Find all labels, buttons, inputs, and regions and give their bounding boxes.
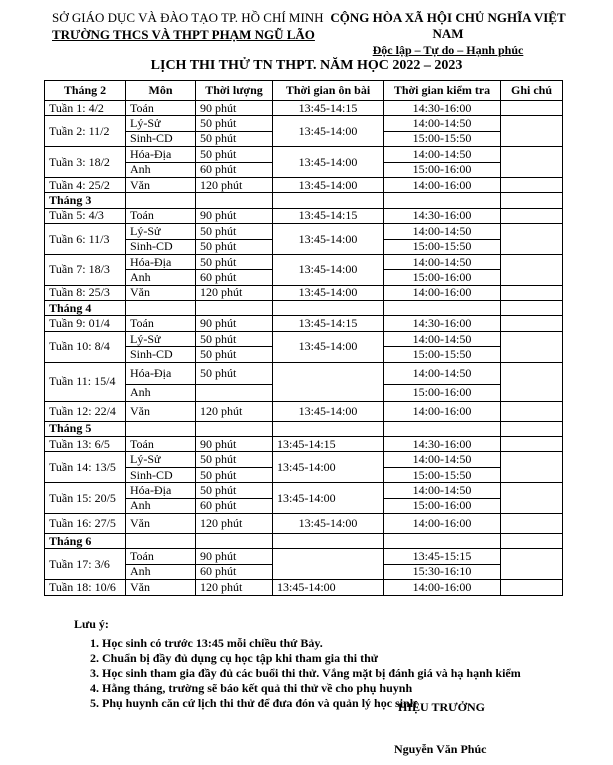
exam-cell: 15:30-16:10 (384, 564, 501, 579)
exam-cell: 14:00-14:50 (384, 362, 501, 384)
subject-cell: Văn (126, 513, 196, 533)
exam-cell: 14:00-14:50 (384, 331, 501, 346)
exam-cell: 14:00-16:00 (384, 513, 501, 533)
national-header (318, 10, 578, 58)
table-row (45, 285, 563, 300)
table-row (45, 208, 563, 223)
duration-cell: 50 phút (196, 224, 273, 239)
note-cell (501, 580, 563, 595)
week-cell: Tuần 6: 11/3 (45, 224, 126, 255)
review-cell: 13:45-14:00 (273, 452, 384, 483)
week-cell: Tuần 16: 27/5 (45, 513, 126, 533)
subject-cell: Hóa-Địa (126, 254, 196, 269)
signature-name: Nguyễn Văn Phúc (394, 742, 487, 756)
exam-cell: 14:30-16:00 (384, 437, 501, 452)
exam-cell: 14:30-16:00 (384, 208, 501, 223)
note-item: 5. Phụ huynh căn cứ lịch thi thử để đưa đón và quản lý học sinh (102, 696, 521, 711)
duration-cell: 50 phút (196, 131, 273, 146)
duration-cell: 60 phút (196, 564, 273, 579)
subject-cell: Anh (126, 384, 196, 401)
month-row (45, 193, 563, 208)
exam-cell: 14:00-14:50 (384, 254, 501, 269)
subject-cell: Văn (126, 177, 196, 192)
table-row (45, 224, 563, 239)
month-label: Tháng 3 (45, 193, 126, 208)
review-cell (273, 549, 384, 580)
week-cell: Tuần 11: 15/4 (45, 362, 126, 401)
table-row (45, 177, 563, 192)
table-row (45, 147, 563, 162)
subject-cell: Văn (126, 580, 196, 595)
exam-cell: 14:00-16:00 (384, 285, 501, 300)
exam-cell: 14:00-16:00 (384, 177, 501, 192)
duration-cell (196, 384, 273, 401)
subject-cell: Toán (126, 316, 196, 331)
table-row (45, 513, 563, 533)
exam-cell: 15:00-15:50 (384, 131, 501, 146)
subject-cell: Anh (126, 498, 196, 513)
duration-cell: 120 phút (196, 285, 273, 300)
table-row (45, 483, 563, 498)
header-cell: Thời gian ôn bài (273, 81, 384, 101)
note-cell (501, 483, 563, 514)
review-cell: 13:45-14:00 (273, 513, 384, 533)
subject-cell: Hóa-Địa (126, 147, 196, 162)
note-item: 4. Hằng tháng, trường sẽ báo kết quả thi thử về cho phụ huynh (102, 681, 521, 696)
week-cell: Tuần 10: 8/4 (45, 331, 126, 362)
subject-cell: Sinh-CD (126, 467, 196, 482)
review-cell: 13:45-14:00 (273, 401, 384, 421)
duration-cell: 60 phút (196, 498, 273, 513)
week-cell: Tuần 14: 13/5 (45, 452, 126, 483)
exam-cell: 14:30-16:00 (384, 101, 501, 116)
subject-cell: Anh (126, 564, 196, 579)
table-row (45, 401, 563, 421)
subject-cell: Sinh-CD (126, 347, 196, 362)
exam-cell: 15:00-16:00 (384, 162, 501, 177)
duration-cell: 50 phút (196, 483, 273, 498)
subject-cell: Sinh-CD (126, 131, 196, 146)
note-cell (501, 513, 563, 533)
exam-cell: 15:00-15:50 (384, 347, 501, 362)
duration-cell: 90 phút (196, 101, 273, 116)
duration-cell: 50 phút (196, 347, 273, 362)
subject-cell: Lý-Sử (126, 116, 196, 131)
review-cell: 13:45-14:15 (273, 101, 384, 116)
signature-title: HIỆU TRƯỞNG (398, 700, 486, 714)
exam-cell: 15:00-16:00 (384, 498, 501, 513)
exam-cell: 14:00-14:50 (384, 452, 501, 467)
week-cell: Tuần 8: 25/3 (45, 285, 126, 300)
week-cell: Tuần 4: 25/2 (45, 177, 126, 192)
week-cell: Tuần 1: 4/2 (45, 101, 126, 116)
week-cell: Tuần 18: 10/6 (45, 580, 126, 595)
duration-cell: 50 phút (196, 362, 273, 384)
header-cell: Tháng 2 (45, 81, 126, 101)
review-cell: 13:45-14:00 (273, 254, 384, 285)
header-cell: Ghi chú (501, 81, 563, 101)
week-cell: Tuần 2: 11/2 (45, 116, 126, 147)
subject-cell: Hóa-Địa (126, 483, 196, 498)
exam-schedule-table (44, 80, 563, 596)
note-cell (501, 331, 563, 362)
note-cell (501, 452, 563, 483)
subject-cell: Lý-Sử (126, 224, 196, 239)
review-cell: 13:45-14:15 (273, 208, 384, 223)
note-cell (501, 316, 563, 331)
exam-cell: 14:00-16:00 (384, 580, 501, 595)
month-label: Tháng 4 (45, 301, 126, 316)
department-name: SỞ GIÁO DỤC VÀ ĐÀO TẠO TP. HỒ CHÍ MINH (52, 10, 324, 25)
school-header (52, 10, 324, 43)
week-cell: Tuần 12: 22/4 (45, 401, 126, 421)
duration-cell: 120 phút (196, 580, 273, 595)
week-cell: Tuần 7: 18/3 (45, 254, 126, 285)
notes-label: Lưu ý: (74, 617, 109, 631)
review-cell: 13:45-14:00 (273, 331, 384, 362)
note-cell (501, 224, 563, 255)
duration-cell: 60 phút (196, 270, 273, 285)
note-cell (501, 285, 563, 300)
review-cell (273, 362, 384, 401)
subject-cell: Anh (126, 270, 196, 285)
note-item: 3. Học sinh tham gia đầy đủ các buổi thi thử. Vắng mặt bị đánh giá và hạ hạnh kiểm (102, 666, 521, 681)
table-row (45, 549, 563, 564)
table-header-row (45, 81, 563, 101)
duration-cell: 50 phút (196, 254, 273, 269)
review-cell: 13:45-14:00 (273, 224, 384, 255)
exam-cell: 14:00-14:50 (384, 116, 501, 131)
exam-cell: 15:00-16:00 (384, 384, 501, 401)
note-cell (501, 254, 563, 285)
table-row (45, 331, 563, 346)
exam-cell: 15:00-15:50 (384, 467, 501, 482)
duration-cell: 50 phút (196, 147, 273, 162)
subject-cell: Lý-Sử (126, 331, 196, 346)
review-cell: 13:45-14:00 (273, 116, 384, 147)
notes-section (74, 617, 521, 711)
duration-cell: 90 phút (196, 316, 273, 331)
subject-cell: Toán (126, 208, 196, 223)
review-cell: 13:45-14:15 (273, 437, 384, 452)
subject-cell: Toán (126, 437, 196, 452)
review-cell: 13:45-14:00 (273, 483, 384, 514)
note-item: 1. Học sinh có trước 13:45 mỗi chiều thứ Bảy. (102, 636, 521, 651)
note-cell (501, 549, 563, 580)
subject-cell: Lý-Sử (126, 452, 196, 467)
duration-cell: 50 phút (196, 467, 273, 482)
duration-cell: 90 phút (196, 549, 273, 564)
month-label: Tháng 5 (45, 421, 126, 436)
week-cell: Tuần 13: 6/5 (45, 437, 126, 452)
subject-cell: Anh (126, 162, 196, 177)
subject-cell: Văn (126, 285, 196, 300)
table-row (45, 437, 563, 452)
table-row (45, 452, 563, 467)
note-cell (501, 147, 563, 178)
subject-cell: Sinh-CD (126, 239, 196, 254)
review-cell: 13:45-14:00 (273, 147, 384, 178)
school-name: TRƯỜNG THCS VÀ THPT PHẠM NGŨ LÃO (52, 27, 315, 42)
duration-cell: 60 phút (196, 162, 273, 177)
header-cell: Môn (126, 81, 196, 101)
exam-cell: 14:00-14:50 (384, 224, 501, 239)
review-cell: 13:45-14:15 (273, 316, 384, 331)
subject-cell: Toán (126, 101, 196, 116)
review-cell: 13:45-14:00 (273, 285, 384, 300)
national-motto: Độc lập – Tự do – Hạnh phúc (372, 43, 524, 57)
note-cell (501, 401, 563, 421)
duration-cell: 50 phút (196, 452, 273, 467)
month-row (45, 421, 563, 436)
table-row (45, 116, 563, 131)
week-cell: Tuần 15: 20/5 (45, 483, 126, 514)
duration-cell: 50 phút (196, 116, 273, 131)
review-cell: 13:45-14:00 (273, 177, 384, 192)
note-cell (501, 177, 563, 192)
duration-cell: 120 phút (196, 401, 273, 421)
duration-cell: 120 phút (196, 513, 273, 533)
exam-cell: 14:00-16:00 (384, 401, 501, 421)
month-row (45, 301, 563, 316)
note-cell (501, 101, 563, 116)
exam-cell: 15:00-16:00 (384, 270, 501, 285)
note-cell (501, 437, 563, 452)
note-cell (501, 362, 563, 401)
note-item: 2. Chuẩn bị đầy đủ dụng cụ học tập khi tham gia thi thử (102, 651, 521, 666)
exam-cell: 15:00-15:50 (384, 239, 501, 254)
duration-cell: 50 phút (196, 331, 273, 346)
exam-cell: 14:00-14:50 (384, 147, 501, 162)
table-row (45, 362, 563, 384)
subject-cell: Văn (126, 401, 196, 421)
national-title: CỘNG HÒA XÃ HỘI CHỦ NGHĨA VIỆT NAM (330, 10, 566, 41)
exam-cell: 13:45-15:15 (384, 549, 501, 564)
duration-cell: 50 phút (196, 239, 273, 254)
review-cell: 13:45-14:00 (273, 580, 384, 595)
table-row (45, 316, 563, 331)
week-cell: Tuần 9: 01/4 (45, 316, 126, 331)
month-row (45, 533, 563, 548)
subject-cell: Toán (126, 549, 196, 564)
month-label: Tháng 6 (45, 533, 126, 548)
duration-cell: 120 phút (196, 177, 273, 192)
document-title: LỊCH THI THỬ TN THPT. NĂM HỌC 2022 – 2023 (150, 58, 463, 73)
subject-cell: Hóa-Địa (126, 362, 196, 384)
note-cell (501, 116, 563, 147)
exam-cell: 14:30-16:00 (384, 316, 501, 331)
duration-cell: 90 phút (196, 437, 273, 452)
header-cell: Thời gian kiểm tra (384, 81, 501, 101)
week-cell: Tuần 3: 18/2 (45, 147, 126, 178)
header-cell: Thời lượng (196, 81, 273, 101)
exam-cell: 14:00-14:50 (384, 483, 501, 498)
week-cell: Tuần 5: 4/3 (45, 208, 126, 223)
week-cell: Tuần 17: 3/6 (45, 549, 126, 580)
duration-cell: 90 phút (196, 208, 273, 223)
note-cell (501, 208, 563, 223)
table-row (45, 580, 563, 595)
table-row (45, 101, 563, 116)
table-row (45, 254, 563, 269)
